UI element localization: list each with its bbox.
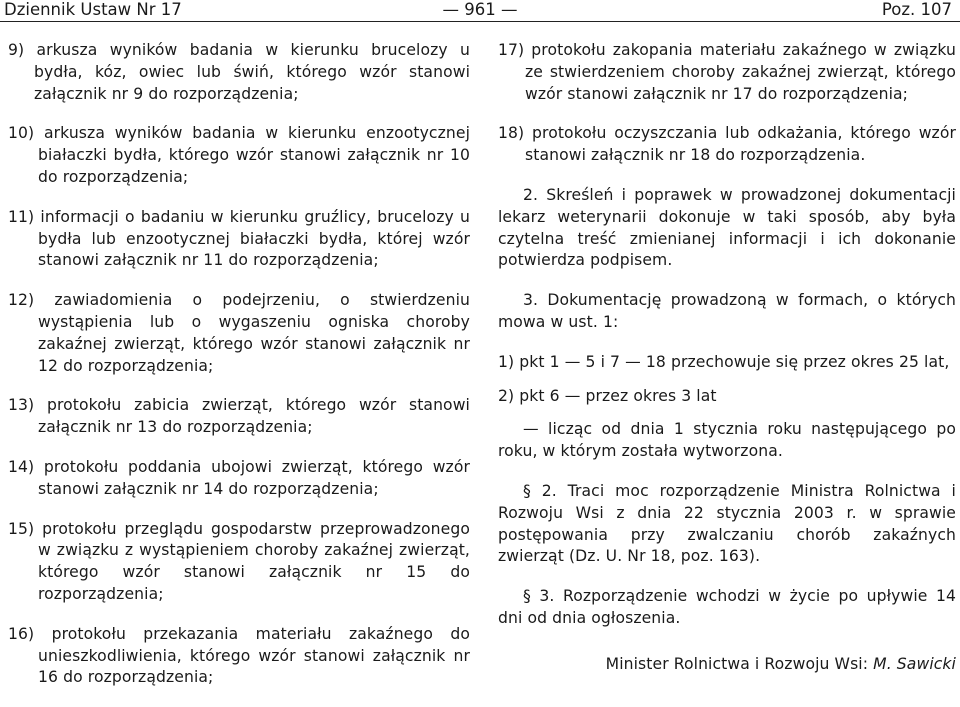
sub-item-1: 1) pkt 1 — 5 i 7 — 18 przechowuje się przez okres 25 lat, [498, 352, 950, 371]
section-3: § 3. Rozporządzenie wchodzi w życie po upływie 14 dni od dnia ogłoszenia. [498, 587, 956, 627]
page-header [0, 0, 960, 22]
list-item-18: 18) protokołu oczyszczania lub odkażania, którego wzór stanowi załącznik nr 18 do rozporządzenia. [498, 124, 956, 165]
signature-name: M. Sawicki [873, 654, 956, 673]
publication-title: Dziennik Ustaw Nr 17 [4, 0, 182, 19]
list-item: 16) protokołu przekazania materiału zakaźnego do unieszkodliwienia, którego wzór stanowi załącznik nr 16 do rozporządzenia; [8, 624, 470, 687]
page-number: — 961 — [442, 0, 518, 19]
list-item-17: 17) protokołu zakopania materiału zakaźnego w związku ze stwierdzeniem choroby zakaźnej zwierząt, którego wzór stanowi załącznik nr 17 do rozporządzenia; [498, 41, 956, 103]
signature-title: Minister Rolnictwa i Rozwoju Wsi: [605, 654, 874, 673]
list-item: 12) zawiadomienia o podejrzeniu, o stwierdzeniu wystąpienia lub o wygaszeniu ogniska choroby zakaźnej zwierząt, którego wzór stanowi załącznik nr 12 do rozporządzenia; [8, 291, 470, 375]
list-item: 10) arkusza wyników badania w kierunku enzootycznej białaczki bydła, którego wzór stanowi załącznik nr 10 do rozporządzenia; [8, 124, 470, 186]
position-number: Poz. 107 [881, 0, 952, 19]
header-rule [0, 21, 960, 22]
section-2: § 2. Traci moc rozporządzenie Ministra Rolnictwa i Rozwoju Wsi z dnia 22 stycznia 2003 r. w sprawie postępowania przy zwalczaniu chorób zakaźnych zwierząt (Dz. U. Nr 18, poz. 163). [498, 481, 956, 566]
sub-item-2: 2) pkt 6 — przez okres 3 lat [498, 386, 717, 405]
list-item: 11) informacji o badaniu w kierunku gruźlicy, brucelozy u bydła lub enzootycznej białaczki bydła, której wzór stanowi załącznik nr 11 do rozporządzenia; [8, 207, 470, 270]
signature [498, 654, 956, 676]
list-item: 13) protokołu zabicia zwierząt, którego wzór stanowi załącznik nr 13 do rozporządzenia; [8, 396, 470, 437]
list-item: 14) protokołu poddania ubojowi zwierząt, którego wzór stanowi załącznik nr 14 do rozporządzenia; [8, 457, 470, 498]
list-item: 9) arkusza wyników badania w kierunku brucelozy u bydła, kóz, owiec lub świń, którego wzór stanowi załącznik nr 9 do rozporządzenia; [8, 41, 470, 103]
list-item: 15) protokołu przeglądu gospodarstw przeprowadzonego w związku z wystąpieniem choroby zakaźnej zwierząt, którego wzór stanowi załącznik nr 15 do rozporządzenia; [8, 519, 470, 603]
right-column [498, 40, 956, 676]
paragraph-2: 2. Skreśleń i poprawek w prowadzonej dokumentacji lekarz weterynarii dokonuje w taki sposób, aby była czytelna treść zmienianej informacji i ich dokonanie potwierdza podpisem. [498, 185, 956, 270]
counting-note: — licząc od dnia 1 stycznia roku następującego po roku, w którym została wytworzona. [498, 420, 956, 461]
paragraph-3: 3. Dokumentację prowadzoną w formach, o których mowa w ust. 1: [498, 291, 956, 331]
left-column [8, 40, 470, 707]
